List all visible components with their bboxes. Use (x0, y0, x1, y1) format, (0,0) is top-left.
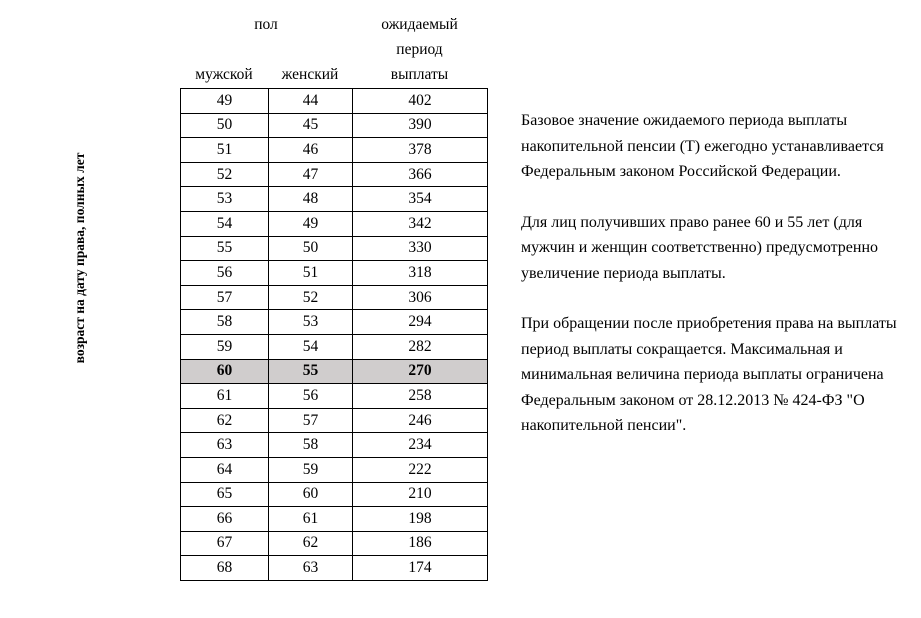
table-row (181, 310, 488, 335)
cell-male-age: 67 (181, 531, 269, 556)
table-row (181, 162, 488, 187)
cell-male-age: 55 (181, 236, 269, 261)
table-row (181, 457, 488, 482)
table-row (181, 334, 488, 359)
header-expected-period-line3: выплаты (390, 66, 449, 83)
cell-male-age: 66 (181, 507, 269, 532)
cell-female-age: 53 (269, 310, 353, 335)
table-row (181, 507, 488, 532)
header-female: женский (281, 66, 339, 83)
header-expected-period-line2: период (396, 41, 443, 58)
table-body (181, 89, 488, 581)
cell-female-age: 44 (269, 89, 353, 114)
cell-expected-period: 342 (353, 211, 488, 236)
cell-expected-period: 282 (353, 334, 488, 359)
cell-male-age: 54 (181, 211, 269, 236)
cell-female-age: 51 (269, 261, 353, 286)
header-gender-group: пол (254, 16, 278, 33)
cell-male-age: 59 (181, 334, 269, 359)
cell-female-age: 54 (269, 334, 353, 359)
table-row (181, 384, 488, 409)
cell-male-age: 51 (181, 138, 269, 163)
table-row (181, 482, 488, 507)
cell-male-age: 65 (181, 482, 269, 507)
cell-female-age: 61 (269, 507, 353, 532)
cell-female-age: 52 (269, 285, 353, 310)
cell-male-age: 50 (181, 113, 269, 138)
cell-expected-period: 234 (353, 433, 488, 458)
cell-female-age: 62 (269, 531, 353, 556)
cell-male-age: 68 (181, 556, 269, 581)
table-column-headers (180, 12, 487, 88)
cell-expected-period: 306 (353, 285, 488, 310)
cell-expected-period: 210 (353, 482, 488, 507)
cell-expected-period: 174 (353, 556, 488, 581)
cell-male-age: 62 (181, 408, 269, 433)
cell-expected-period: 402 (353, 89, 488, 114)
cell-expected-period: 270 (353, 359, 488, 384)
cell-male-age: 64 (181, 457, 269, 482)
header-male: мужской (195, 66, 253, 83)
cell-male-age: 60 (181, 359, 269, 384)
table-row (181, 113, 488, 138)
cell-female-age: 56 (269, 384, 353, 409)
note-paragraph: Для лиц получивших право ранее 60 и 55 лет (для мужчин и женщин соответственно) предусмотренно увеличение периода выплаты. (521, 213, 879, 282)
cell-female-age: 46 (269, 138, 353, 163)
table-row (181, 556, 488, 581)
cell-expected-period: 366 (353, 162, 488, 187)
cell-expected-period: 258 (353, 384, 488, 409)
table-row (181, 89, 488, 114)
table-row (181, 187, 488, 212)
pension-payment-period-table (180, 88, 488, 581)
cell-male-age: 49 (181, 89, 269, 114)
cell-female-age: 59 (269, 457, 353, 482)
cell-male-age: 52 (181, 162, 269, 187)
table-row (181, 433, 488, 458)
cell-female-age: 63 (269, 556, 353, 581)
table-row (181, 261, 488, 286)
cell-female-age: 58 (269, 433, 353, 458)
cell-expected-period: 186 (353, 531, 488, 556)
table-row (181, 236, 488, 261)
cell-expected-period: 318 (353, 261, 488, 286)
cell-expected-period: 378 (353, 138, 488, 163)
table-row (181, 138, 488, 163)
cell-male-age: 53 (181, 187, 269, 212)
cell-female-age: 48 (269, 187, 353, 212)
cell-expected-period: 246 (353, 408, 488, 433)
cell-female-age: 57 (269, 408, 353, 433)
note-paragraph: Базовое значение ожидаемого периода выплаты накопительной пенсии (Т) ежегодно устанавливается Федеральным законом Российской Федерации. (521, 112, 884, 180)
cell-expected-period: 222 (353, 457, 488, 482)
cell-female-age: 50 (269, 236, 353, 261)
cell-female-age: 45 (269, 113, 353, 138)
cell-male-age: 61 (181, 384, 269, 409)
table-row (181, 359, 488, 384)
note-paragraph: При обращении после приобретения права на выплаты период выплаты сокращается. Максимальная и минимальная величина периода выплаты ограничена Федеральным законом от 28.12.2013 № 424-ФЗ "О накопительной пенсии". (521, 315, 897, 434)
table-row (181, 531, 488, 556)
table-row (181, 211, 488, 236)
cell-male-age: 58 (181, 310, 269, 335)
header-expected-period-line1: ожидаемый (381, 16, 458, 33)
cell-female-age: 60 (269, 482, 353, 507)
explanatory-notes (521, 108, 913, 439)
cell-female-age: 49 (269, 211, 353, 236)
table-row (181, 408, 488, 433)
header-expected-period (352, 12, 487, 87)
cell-expected-period: 294 (353, 310, 488, 335)
cell-expected-period: 390 (353, 113, 488, 138)
cell-male-age: 63 (181, 433, 269, 458)
cell-expected-period: 198 (353, 507, 488, 532)
table-axis-caption: возраст на дату права, полных лет (72, 152, 87, 364)
table-header-row (180, 12, 487, 88)
cell-male-age: 56 (181, 261, 269, 286)
table-row (181, 285, 488, 310)
cell-female-age: 55 (269, 359, 353, 384)
cell-female-age: 47 (269, 162, 353, 187)
cell-expected-period: 354 (353, 187, 488, 212)
cell-expected-period: 330 (353, 236, 488, 261)
cell-male-age: 57 (181, 285, 269, 310)
